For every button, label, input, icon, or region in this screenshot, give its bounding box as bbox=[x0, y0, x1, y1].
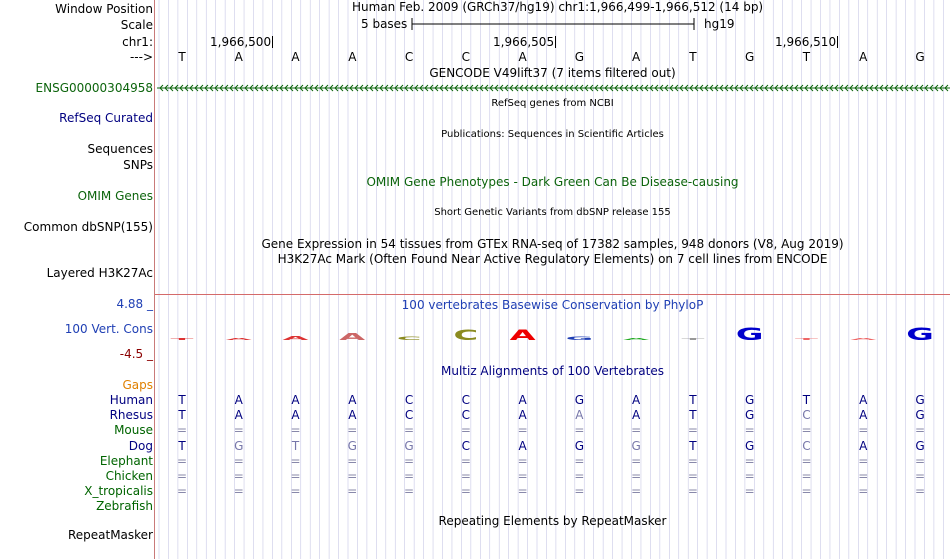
phylop-logo-glyph: A bbox=[225, 337, 252, 341]
alignment-base: = bbox=[744, 453, 755, 468]
phylop-logo-glyph: C bbox=[453, 327, 479, 344]
phylop-logo-glyph: A bbox=[850, 337, 877, 341]
alignment-base: = bbox=[914, 484, 926, 499]
reference-base: A bbox=[348, 50, 357, 64]
reference-base: T bbox=[802, 50, 811, 64]
alignment-base: = bbox=[233, 453, 244, 468]
reference-base: G bbox=[915, 50, 925, 64]
alignment-base: A bbox=[632, 393, 641, 407]
alignment-row bbox=[0, 499, 950, 513]
species-label[interactable]: Human bbox=[109, 393, 153, 407]
species-label[interactable]: Chicken bbox=[105, 469, 153, 483]
alignment-row bbox=[0, 454, 950, 468]
alignment-base: = bbox=[404, 423, 415, 438]
gencode-gene-label[interactable]: ENSG00000304958 bbox=[35, 81, 153, 95]
alignment-base: G bbox=[347, 438, 357, 453]
alignment-base: G bbox=[574, 438, 585, 453]
alignment-base: G bbox=[745, 393, 755, 407]
alignment-base: = bbox=[347, 469, 358, 483]
phylop-logo-glyph: G bbox=[735, 325, 764, 345]
omim-track-title: OMIM Gene Phenotypes - Dark Green Can Be Disease-causing bbox=[366, 175, 739, 189]
alignment-base: = bbox=[687, 484, 698, 499]
alignment-base: = bbox=[460, 453, 471, 468]
reference-base: A bbox=[859, 50, 868, 64]
alignment-base: C bbox=[461, 408, 471, 423]
alignment-base: T bbox=[689, 438, 697, 453]
alignment-base: G bbox=[574, 393, 585, 407]
alignment-base: = bbox=[460, 484, 471, 499]
alignment-base: = bbox=[347, 423, 358, 438]
alignment-row bbox=[0, 439, 950, 453]
species-label[interactable]: Rhesus bbox=[109, 408, 153, 423]
alignment-base: T bbox=[689, 393, 697, 407]
repeatmasker-track-label[interactable]: RepeatMasker bbox=[67, 528, 153, 542]
alignment-base: = bbox=[914, 423, 926, 438]
alignment-base: = bbox=[347, 453, 358, 468]
alignment-base: = bbox=[687, 453, 698, 468]
alignment-base: A bbox=[859, 438, 868, 453]
alignment-base: = bbox=[574, 469, 585, 483]
phylop-min-label: -4.5 _ bbox=[119, 347, 153, 361]
alignment-base: A bbox=[291, 393, 300, 407]
refseq-track-label[interactable]: RefSeq Curated bbox=[59, 111, 153, 125]
alignment-base: = bbox=[631, 484, 642, 499]
alignment-base: = bbox=[801, 484, 812, 499]
alignment-base: A bbox=[859, 408, 868, 423]
alignment-base: G bbox=[915, 408, 925, 423]
h3k27ac-track-title: H3K27Ac Mark (Often Found Near Active Regulatory Elements) on 7 cell lines from ENCODE bbox=[277, 252, 828, 266]
alignment-base: = bbox=[858, 453, 869, 468]
alignment-base: = bbox=[858, 469, 869, 483]
alignment-base: = bbox=[404, 469, 415, 483]
gencode-gene-feature[interactable] bbox=[157, 82, 950, 94]
alignment-base: = bbox=[233, 469, 244, 483]
phylop-sequence-logo bbox=[0, 325, 950, 345]
snps-label[interactable]: SNPs bbox=[123, 158, 153, 172]
assembly-position-text: Human Feb. 2009 (GRCh37/hg19) chr1:1,966,499-1,966,512 (14 bp) bbox=[352, 0, 764, 14]
repeatmasker-track-title: Repeating Elements by RepeatMasker bbox=[438, 514, 667, 528]
reference-base: A bbox=[234, 50, 243, 64]
alignment-base: = bbox=[517, 469, 528, 483]
species-label[interactable]: Elephant bbox=[99, 453, 153, 468]
alignment-base: A bbox=[859, 393, 868, 407]
phylop-track-title: 100 vertebrates Basewise Conservation by PhyloP bbox=[401, 298, 704, 312]
phylop-logo-glyph: A bbox=[509, 327, 536, 344]
alignment-base: = bbox=[290, 469, 301, 483]
alignment-base: A bbox=[348, 408, 357, 423]
alignment-base: = bbox=[801, 469, 812, 483]
alignment-base: = bbox=[631, 469, 642, 483]
refseq-track-title: RefSeq genes from NCBI bbox=[491, 98, 614, 109]
alignment-base: = bbox=[744, 484, 755, 499]
alignment-base: = bbox=[176, 469, 188, 483]
alignment-base: C bbox=[802, 408, 811, 423]
track-separator bbox=[155, 294, 950, 295]
reference-base: A bbox=[518, 50, 527, 64]
reference-base: C bbox=[461, 50, 471, 64]
position-tick-1: 1,966,500 bbox=[210, 35, 272, 49]
alignment-base: T bbox=[291, 438, 300, 453]
dbsnp-track-title: Short Genetic Variants from dbSNP release 155 bbox=[434, 207, 671, 218]
alignment-base: = bbox=[233, 484, 244, 499]
alignment-base: = bbox=[404, 484, 415, 499]
gencode-track-title: GENCODE V49lift37 (7 items filtered out) bbox=[429, 66, 676, 80]
phylop-logo-glyph: A bbox=[623, 337, 650, 341]
phylop-logo-glyph: T bbox=[795, 337, 818, 341]
chr-label: chr1: bbox=[122, 35, 153, 49]
alignment-base: A bbox=[575, 408, 584, 423]
species-label[interactable]: Mouse bbox=[114, 423, 153, 438]
alignment-base: = bbox=[687, 469, 698, 483]
alignment-base: = bbox=[460, 469, 471, 483]
position-tick-2: 1,966,505 bbox=[493, 35, 555, 49]
strand-arrow-label: ---> bbox=[129, 50, 153, 64]
sequences-label[interactable]: Sequences bbox=[87, 142, 153, 156]
reference-base: G bbox=[574, 50, 585, 64]
reference-base: C bbox=[404, 50, 414, 64]
alignment-base: A bbox=[518, 438, 527, 453]
species-label[interactable]: X_tropicalis bbox=[84, 484, 153, 499]
alignment-base: = bbox=[744, 423, 755, 438]
alignment-row bbox=[0, 408, 950, 422]
alignment-base: A bbox=[518, 408, 527, 423]
alignment-base: A bbox=[348, 393, 357, 407]
alignment-base: G bbox=[915, 393, 925, 407]
db-text: hg19 bbox=[704, 17, 735, 31]
alignment-row bbox=[0, 484, 950, 498]
alignment-base: G bbox=[915, 438, 925, 453]
alignment-base: T bbox=[802, 393, 811, 407]
alignment-base: = bbox=[460, 423, 471, 438]
reference-base: G bbox=[745, 50, 755, 64]
phylop-logo-glyph: G bbox=[906, 325, 934, 345]
publications-track-title: Publications: Sequences in Scientific Articles bbox=[441, 129, 664, 140]
alignment-base: = bbox=[290, 453, 301, 468]
alignment-base: T bbox=[178, 393, 186, 407]
phylop-logo-glyph: A bbox=[282, 334, 309, 342]
phylop-logo-glyph: A bbox=[339, 330, 366, 343]
reference-base: A bbox=[291, 50, 300, 64]
alignment-base: = bbox=[744, 469, 755, 483]
alignment-base: = bbox=[176, 423, 188, 438]
alignment-base: = bbox=[858, 484, 869, 499]
alignment-base: = bbox=[290, 423, 301, 438]
alignment-base: A bbox=[234, 408, 243, 423]
scale-bar bbox=[410, 16, 700, 32]
alignment-base: = bbox=[176, 453, 188, 468]
alignment-row bbox=[0, 423, 950, 437]
alignment-base: = bbox=[914, 453, 926, 468]
alignment-base: = bbox=[404, 453, 415, 468]
alignment-base: G bbox=[404, 438, 414, 453]
alignment-base: A bbox=[632, 408, 641, 423]
alignment-base: C bbox=[461, 438, 471, 453]
alignment-row bbox=[0, 469, 950, 483]
position-tick-3: 1,966,510 bbox=[775, 35, 837, 49]
phylop-max-label: 4.88 _ bbox=[116, 297, 153, 311]
alignment-base: = bbox=[914, 469, 926, 483]
alignment-base: = bbox=[801, 423, 812, 438]
alignment-base: = bbox=[574, 484, 585, 499]
alignment-base: = bbox=[631, 423, 642, 438]
phylop-logo-glyph: C bbox=[396, 336, 422, 342]
alignment-base: C bbox=[404, 408, 414, 423]
omim-track-label[interactable]: OMIM Genes bbox=[77, 189, 153, 203]
alignment-base: = bbox=[801, 453, 812, 468]
alignment-base: = bbox=[574, 423, 585, 438]
reference-base: T bbox=[689, 50, 697, 64]
alignment-base: G bbox=[234, 438, 244, 453]
phylop-logo-glyph: T bbox=[681, 337, 705, 341]
alignment-base: = bbox=[517, 423, 528, 438]
alignment-base: = bbox=[858, 423, 869, 438]
scale-label: Scale bbox=[120, 18, 153, 32]
gaps-label[interactable]: Gaps bbox=[122, 378, 153, 392]
phylop-logo-glyph: G bbox=[565, 336, 594, 342]
alignment-base: A bbox=[291, 408, 300, 423]
alignment-base: = bbox=[574, 453, 585, 468]
alignment-base: = bbox=[233, 423, 244, 438]
species-label[interactable]: Dog bbox=[128, 438, 153, 453]
alignment-base: T bbox=[178, 408, 186, 423]
alignment-base: = bbox=[517, 484, 528, 499]
alignment-base: G bbox=[631, 438, 641, 453]
alignment-row bbox=[0, 393, 950, 407]
species-label[interactable]: Zebrafish bbox=[96, 499, 153, 514]
alignment-base: = bbox=[290, 484, 301, 499]
alignment-base: = bbox=[347, 484, 358, 499]
alignment-base: G bbox=[745, 408, 755, 423]
alignment-base: = bbox=[517, 453, 528, 468]
alignment-base: C bbox=[404, 393, 414, 407]
alignment-base: = bbox=[687, 423, 698, 438]
alignment-base: = bbox=[631, 453, 642, 468]
reference-base: T bbox=[178, 50, 186, 64]
alignment-base: T bbox=[178, 438, 186, 453]
phylop-logo-glyph: T bbox=[170, 337, 194, 341]
alignment-base: C bbox=[802, 438, 811, 453]
alignment-base: C bbox=[461, 393, 471, 407]
multiz-track-title: Multiz Alignments of 100 Vertebrates bbox=[440, 364, 665, 378]
scale-text: 5 bases bbox=[361, 17, 408, 31]
alignment-base: T bbox=[689, 408, 697, 423]
alignment-base: A bbox=[518, 393, 527, 407]
dbsnp-track-label[interactable]: Common dbSNP(155) bbox=[23, 220, 153, 234]
gtex-track-title: Gene Expression in 54 tissues from GTEx RNA-seq of 17382 samples, 948 donors (V8, Aug 2019) bbox=[261, 237, 844, 251]
h3k27ac-track-label[interactable]: Layered H3K27Ac bbox=[46, 266, 153, 280]
window-position-label: Window Position bbox=[55, 2, 153, 16]
phylop-track-label[interactable]: 100 Vert. Cons bbox=[64, 322, 153, 336]
alignment-base: = bbox=[176, 484, 188, 499]
reference-base: A bbox=[632, 50, 641, 64]
reference-sequence-row bbox=[0, 50, 950, 64]
alignment-base: G bbox=[745, 438, 755, 453]
alignment-base: A bbox=[234, 393, 243, 407]
